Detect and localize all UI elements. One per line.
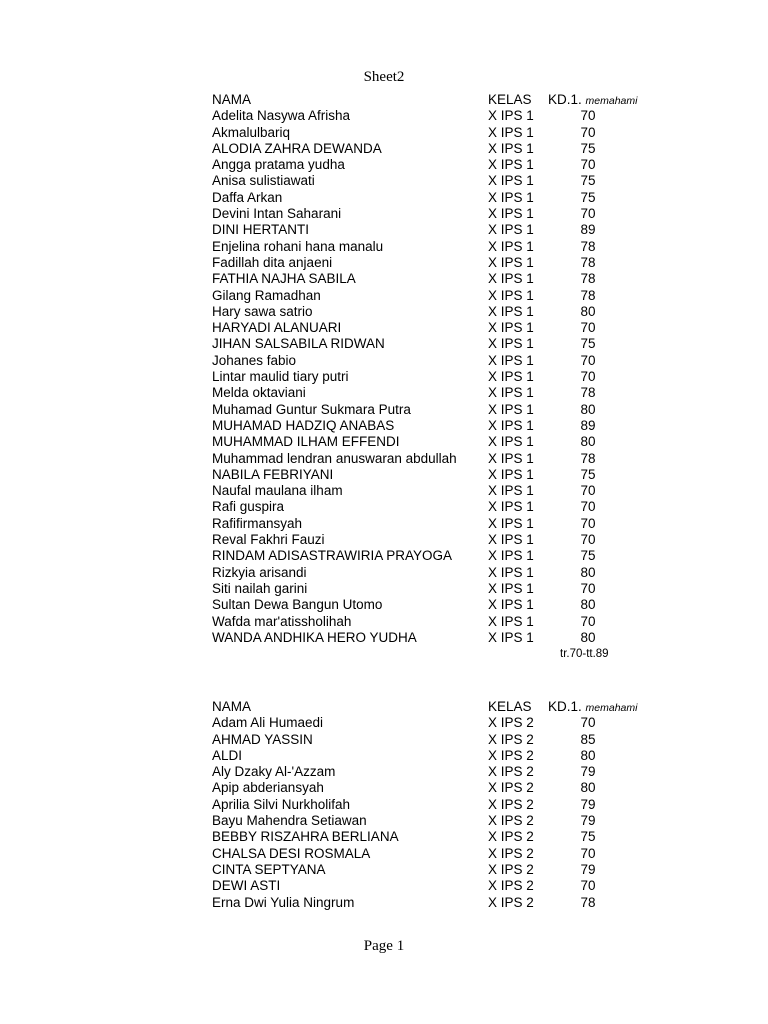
student-score: 85 bbox=[580, 731, 596, 747]
student-class: X IPS 1 bbox=[488, 385, 534, 401]
student-score: 70 bbox=[580, 515, 596, 531]
student-score: 70 bbox=[580, 206, 596, 222]
student-class: X IPS 1 bbox=[488, 417, 534, 433]
student-class: X IPS 2 bbox=[488, 796, 534, 812]
student-class: X IPS 1 bbox=[488, 303, 534, 319]
student-score: 78 bbox=[580, 271, 596, 287]
student-score: 79 bbox=[580, 796, 596, 812]
student-name: Hary sawa satrio bbox=[212, 303, 313, 319]
student-class: X IPS 1 bbox=[488, 157, 534, 173]
student-name: Lintar maulid tiary putri bbox=[212, 369, 349, 385]
table-row bbox=[212, 239, 632, 255]
student-class: X IPS 1 bbox=[488, 499, 534, 515]
student-score: 75 bbox=[580, 466, 596, 482]
table-row bbox=[212, 813, 632, 829]
student-class: X IPS 2 bbox=[488, 715, 534, 731]
student-name: Melda oktaviani bbox=[212, 385, 306, 401]
table-row bbox=[212, 878, 632, 894]
student-class: X IPS 1 bbox=[488, 271, 534, 287]
student-class: X IPS 1 bbox=[488, 580, 534, 596]
student-score: 78 bbox=[580, 894, 596, 910]
table-row bbox=[212, 271, 632, 287]
score-range-note bbox=[212, 646, 632, 662]
student-name: DEWI ASTI bbox=[212, 878, 281, 894]
student-score: 80 bbox=[580, 747, 596, 763]
student-class: X IPS 1 bbox=[488, 515, 534, 531]
student-name: Reval Fakhri Fauzi bbox=[212, 532, 325, 548]
student-score: 79 bbox=[580, 764, 596, 780]
student-class: X IPS 2 bbox=[488, 861, 534, 877]
student-class: X IPS 1 bbox=[488, 320, 534, 336]
student-score: 70 bbox=[580, 369, 596, 385]
student-name: MUHAMAD HADZIQ ANABAS bbox=[212, 417, 395, 433]
student-name: ALDI bbox=[212, 747, 243, 763]
table-row bbox=[212, 732, 632, 748]
student-score: 70 bbox=[580, 613, 596, 629]
student-name: Enjelina rohani hana manalu bbox=[212, 238, 384, 254]
student-name: Apip abderiansyah bbox=[212, 780, 324, 796]
student-score: 70 bbox=[580, 352, 596, 368]
table-row bbox=[212, 581, 632, 597]
student-score: 75 bbox=[580, 140, 596, 156]
student-name: Johanes fabio bbox=[212, 352, 297, 368]
student-score: 70 bbox=[580, 124, 596, 140]
table-row bbox=[212, 516, 632, 532]
table-row bbox=[212, 499, 632, 515]
table-header-row bbox=[212, 699, 638, 715]
student-class: X IPS 1 bbox=[488, 108, 534, 124]
table-row bbox=[212, 614, 632, 630]
table-row bbox=[212, 418, 632, 434]
student-name: Akmalulbariq bbox=[212, 124, 291, 140]
student-class: X IPS 1 bbox=[488, 466, 534, 482]
student-name: Siti nailah garini bbox=[212, 580, 308, 596]
table-row bbox=[212, 451, 632, 467]
student-class: X IPS 1 bbox=[488, 532, 534, 548]
table-row bbox=[212, 895, 632, 911]
student-score: 70 bbox=[580, 878, 596, 894]
page-footer: Page 1 bbox=[363, 938, 405, 954]
student-name: CHALSA DESI ROSMALA bbox=[212, 845, 371, 861]
student-name: Rafifirmansyah bbox=[212, 515, 303, 531]
student-name: JIHAN SALSABILA RIDWAN bbox=[212, 336, 385, 352]
table-row bbox=[212, 597, 632, 613]
student-score: 75 bbox=[580, 173, 596, 189]
student-class: X IPS 1 bbox=[488, 401, 534, 417]
header-kd-subtitle: memahami bbox=[585, 95, 638, 107]
student-class: X IPS 2 bbox=[488, 731, 534, 747]
student-class: X IPS 1 bbox=[488, 254, 534, 270]
student-class: X IPS 2 bbox=[488, 764, 534, 780]
table-row bbox=[212, 222, 632, 238]
student-name: Sultan Dewa Bangun Utomo bbox=[212, 597, 383, 613]
student-name: Adelita Nasywa Afrisha bbox=[212, 108, 351, 124]
student-score: 70 bbox=[580, 845, 596, 861]
student-score: 78 bbox=[580, 287, 596, 303]
table-row bbox=[212, 336, 632, 352]
header-kelas: KELAS bbox=[488, 92, 532, 107]
student-score: 79 bbox=[580, 861, 596, 877]
student-score: 80 bbox=[580, 780, 596, 796]
student-name: DINI HERTANTI bbox=[212, 222, 310, 238]
student-name: Rizkyia arisandi bbox=[212, 564, 307, 580]
student-score: 70 bbox=[580, 320, 596, 336]
class-table-x-ips-1 bbox=[212, 92, 638, 662]
student-name: RINDAM ADISASTRAWIRIA PRAYOGA bbox=[212, 548, 453, 564]
table-row bbox=[212, 288, 632, 304]
table-row bbox=[212, 385, 632, 401]
student-name: AHMAD YASSIN bbox=[212, 731, 313, 747]
student-name: Adam Ali Humaedi bbox=[212, 715, 324, 731]
student-class: X IPS 1 bbox=[488, 189, 534, 205]
table-row bbox=[212, 206, 632, 222]
table-row bbox=[212, 532, 632, 548]
table-row bbox=[212, 141, 632, 157]
student-score: 89 bbox=[580, 417, 596, 433]
student-name: Rafi guspira bbox=[212, 499, 285, 515]
student-class: X IPS 1 bbox=[488, 369, 534, 385]
table-row bbox=[212, 157, 632, 173]
table-row bbox=[212, 748, 632, 764]
header-kd-label: KD.1. bbox=[548, 92, 582, 107]
student-class: X IPS 2 bbox=[488, 780, 534, 796]
student-name: Muhamad Guntur Sukmara Putra bbox=[212, 401, 411, 417]
student-score: 80 bbox=[580, 401, 596, 417]
student-score: 78 bbox=[580, 238, 596, 254]
student-name: Erna Dwi Yulia Ningrum bbox=[212, 894, 355, 910]
header-kelas: KELAS bbox=[488, 699, 532, 714]
student-class: X IPS 1 bbox=[488, 548, 534, 564]
student-score: 70 bbox=[580, 108, 596, 124]
student-name: Wafda mar'atissholihah bbox=[212, 613, 352, 629]
student-name: Aprilia Silvi Nurkholifah bbox=[212, 796, 351, 812]
table-row bbox=[212, 402, 632, 418]
student-score: 79 bbox=[580, 813, 596, 829]
student-class: X IPS 2 bbox=[488, 747, 534, 763]
student-class: X IPS 1 bbox=[488, 222, 534, 238]
table-row bbox=[212, 108, 632, 124]
table-row bbox=[212, 715, 632, 731]
student-name: Anisa sulistiawati bbox=[212, 173, 315, 189]
student-score: 89 bbox=[580, 222, 596, 238]
table-row bbox=[212, 255, 632, 271]
student-class: X IPS 1 bbox=[488, 564, 534, 580]
student-score: 78 bbox=[580, 254, 596, 270]
student-class: X IPS 1 bbox=[488, 336, 534, 352]
table-row bbox=[212, 173, 632, 189]
student-name: Bayu Mahendra Setiawan bbox=[212, 813, 367, 829]
table-row bbox=[212, 548, 632, 564]
student-score: 80 bbox=[580, 434, 596, 450]
student-score: 70 bbox=[580, 580, 596, 596]
student-name: Muhammad lendran anuswaran abdullah bbox=[212, 450, 457, 466]
student-name: Naufal maulana ilham bbox=[212, 483, 343, 499]
student-score: 80 bbox=[580, 597, 596, 613]
table-row bbox=[212, 304, 632, 320]
table-header-row bbox=[212, 92, 638, 108]
student-class: X IPS 2 bbox=[488, 894, 534, 910]
student-name: FATHIA NAJHA SABILA bbox=[212, 271, 356, 287]
student-name: CINTA SEPTYANA bbox=[212, 861, 326, 877]
student-score: 78 bbox=[580, 385, 596, 401]
student-class: X IPS 1 bbox=[488, 434, 534, 450]
table-row bbox=[212, 125, 632, 141]
student-class: X IPS 1 bbox=[488, 140, 534, 156]
student-name: ALODIA ZAHRA DEWANDA bbox=[212, 140, 382, 156]
student-name: Angga pratama yudha bbox=[212, 157, 345, 173]
table-row bbox=[212, 190, 632, 206]
table-row bbox=[212, 630, 632, 646]
student-score: 70 bbox=[580, 483, 596, 499]
sheet-title: Sheet2 bbox=[363, 69, 405, 85]
table-row bbox=[212, 780, 632, 796]
student-score: 75 bbox=[580, 336, 596, 352]
student-name: Fadillah dita anjaeni bbox=[212, 254, 333, 270]
class-table-x-ips-2 bbox=[212, 699, 638, 911]
student-score: 70 bbox=[580, 157, 596, 173]
table-row bbox=[212, 797, 632, 813]
student-score: 70 bbox=[580, 715, 596, 731]
student-class: X IPS 1 bbox=[488, 597, 534, 613]
student-class: X IPS 2 bbox=[488, 829, 534, 845]
header-kd bbox=[548, 699, 638, 716]
student-class: X IPS 1 bbox=[488, 450, 534, 466]
student-score: 75 bbox=[580, 829, 596, 845]
student-name: Daffa Arkan bbox=[212, 189, 283, 205]
student-name: Devini Intan Saharani bbox=[212, 206, 342, 222]
student-class: X IPS 1 bbox=[488, 173, 534, 189]
table-row bbox=[212, 764, 632, 780]
student-class: X IPS 1 bbox=[488, 629, 534, 645]
header-kd-subtitle: memahami bbox=[585, 702, 638, 714]
student-score: 80 bbox=[580, 564, 596, 580]
header-kd-label: KD.1. bbox=[548, 699, 582, 714]
student-class: X IPS 1 bbox=[488, 124, 534, 140]
student-class: X IPS 2 bbox=[488, 813, 534, 829]
table-row bbox=[212, 467, 632, 483]
table-row bbox=[212, 846, 632, 862]
student-score: 80 bbox=[580, 303, 596, 319]
student-class: X IPS 2 bbox=[488, 878, 534, 894]
student-score: 75 bbox=[580, 548, 596, 564]
student-score: 70 bbox=[580, 499, 596, 515]
table-row bbox=[212, 434, 632, 450]
student-name: NABILA FEBRIYANI bbox=[212, 466, 334, 482]
student-name: HARYADI ALANUARI bbox=[212, 320, 342, 336]
student-name: MUHAMMAD ILHAM EFFENDI bbox=[212, 434, 400, 450]
student-class: X IPS 1 bbox=[488, 206, 534, 222]
table-row bbox=[212, 862, 632, 878]
student-class: X IPS 1 bbox=[488, 238, 534, 254]
student-class: X IPS 1 bbox=[488, 613, 534, 629]
score-range-text: tr.70-tt.89 bbox=[560, 648, 609, 661]
table-row bbox=[212, 829, 632, 845]
student-name: Gilang Ramadhan bbox=[212, 287, 321, 303]
header-kd bbox=[548, 92, 638, 109]
student-score: 70 bbox=[580, 532, 596, 548]
student-score: 78 bbox=[580, 450, 596, 466]
student-class: X IPS 1 bbox=[488, 287, 534, 303]
student-class: X IPS 1 bbox=[488, 352, 534, 368]
table-row bbox=[212, 369, 632, 385]
table-row bbox=[212, 320, 632, 336]
table-row bbox=[212, 353, 632, 369]
student-name: Aly Dzaky Al-'Azzam bbox=[212, 764, 336, 780]
student-score: 80 bbox=[580, 629, 596, 645]
student-name: BEBBY RISZAHRA BERLIANA bbox=[212, 829, 399, 845]
header-nama: NAMA bbox=[212, 699, 252, 714]
student-score: 75 bbox=[580, 189, 596, 205]
table-row bbox=[212, 483, 632, 499]
header-nama: NAMA bbox=[212, 92, 252, 107]
student-class: X IPS 2 bbox=[488, 845, 534, 861]
student-name: WANDA ANDHIKA HERO YUDHA bbox=[212, 629, 417, 645]
student-class: X IPS 1 bbox=[488, 483, 534, 499]
table-row bbox=[212, 565, 632, 581]
